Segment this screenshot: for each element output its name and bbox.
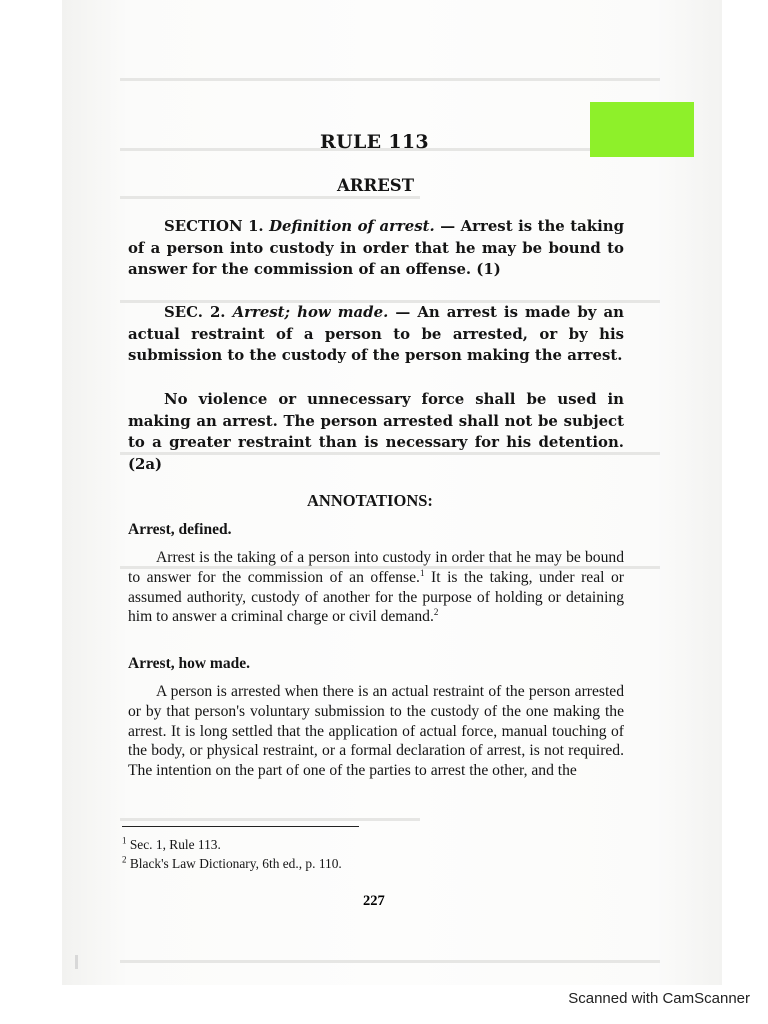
section-2-paragraph-2: No violence or unnecessary force shall be used in making an arrest. The person arrested shall not be subject to a greater restraint than is necessary for his detention. (2a) <box>128 390 624 473</box>
section-1-heading: Definition of arrest. <box>269 217 435 235</box>
scan-mark <box>75 955 78 969</box>
footnote-1: $^1$ Sec. 1, Rule 113. <box>122 835 221 852</box>
rule-subject: ARREST <box>337 176 414 195</box>
footnote-divider <box>122 826 359 827</box>
subheading-arrest-defined: Arrest, defined. <box>128 521 232 538</box>
section-2-text: An arrest is made by an actual restraint of a person to be arrested, or by his submission to the custody of the person making the arrest. <box>128 303 625 364</box>
arrest-defined-paragraph: Arrest is the taking of a person into custody in order that he may be bound to answer for the commission of an offense.$^1$ It is the taking, under real or assumed authority, custody of another for the purpose of holding or detaining him to answer a criminal charge or civil demand.$^2$ <box>128 549 624 626</box>
annotations-title: ANNOTATIONS: <box>307 491 433 510</box>
section-2-heading: Arrest; how made. <box>232 303 389 321</box>
page-number: 227 <box>363 893 385 909</box>
section-2: SEC. 2. Arrest; how made. — An arrest is made by an actual restraint of a person to be arrested, or by his submission to the custody of the person making the arrest. <box>128 303 625 364</box>
footnote-ref-1: 1 <box>419 567 425 578</box>
section-1: SECTION 1. Definition of arrest. — Arrest is the taking of a person into custody in order that he may be bound to answer for the commission of an offense. (1) <box>128 217 625 278</box>
footnote-2: $^2$ Black's Law Dictionary, 6th ed., p. 110. <box>122 854 342 871</box>
section-1-label: SECTION 1. <box>164 217 264 235</box>
bleed-through-line <box>120 196 420 199</box>
section-2-label: SEC. 2. <box>164 303 226 321</box>
rule-title: RULE 113 <box>320 131 429 153</box>
bleed-through-line <box>120 818 420 821</box>
footnote-ref-2: 2 <box>433 607 439 618</box>
bleed-through-line <box>120 960 660 963</box>
section-1-text: Arrest is the taking of a person into custody in order that he may be bound to answer for the commission of an offense. (1) <box>128 217 625 278</box>
bleed-through-line <box>120 78 660 81</box>
scanner-watermark: Scanned with CamScanner <box>568 990 750 1007</box>
arrest-how-made-paragraph: A person is arrested when there is an actual restraint of the person arrested or by that person's voluntary submission to the custody of the one making the arrest. It is long settled that the application of actual force, manual touching of the body, or physical restraint, or a formal declaration of arrest, is not required. The intention on the part of one of the parties to arrest the other, and the <box>128 683 624 780</box>
subheading-arrest-how-made: Arrest, how made. <box>128 655 250 672</box>
highlighter-mark <box>590 102 694 157</box>
